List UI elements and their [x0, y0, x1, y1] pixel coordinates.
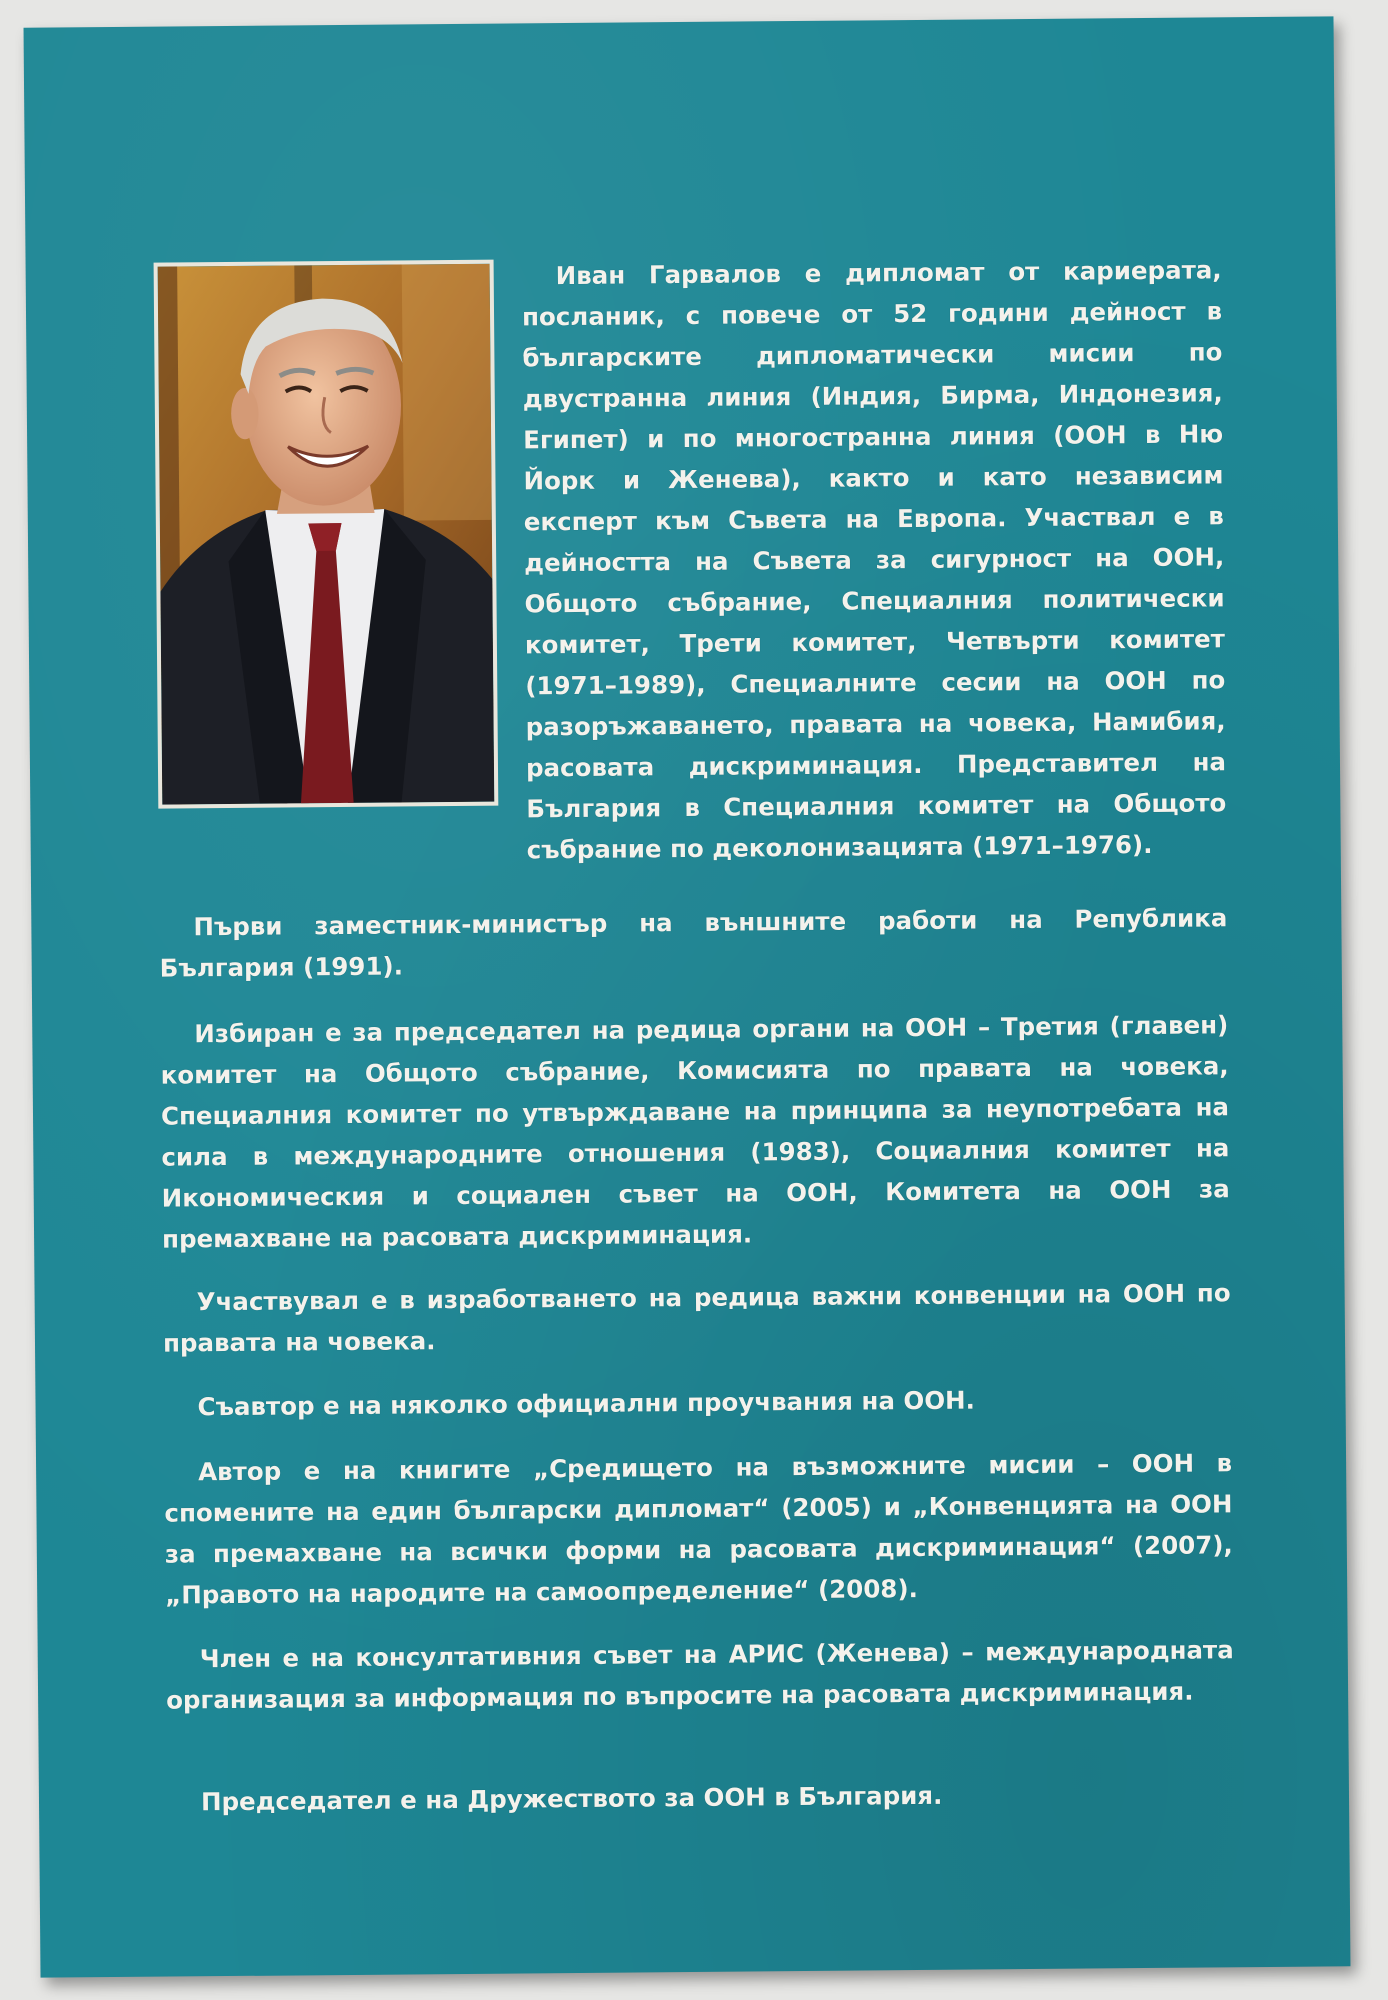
- bio-paragraph-conventions: Участвувал е в изработването на редица важни конвенции на ООН по правата на човека.: [162, 1278, 1231, 1358]
- author-portrait-photo: [154, 260, 499, 809]
- bio-paragraph-coauthor: Съавтор е на няколко официални проучвания на ООН.: [197, 1385, 976, 1422]
- bio-paragraph-career: Иван Гарвалов е дипломат от кариерата, посланик, с повече от 52 години дейност в българските дипломатически мисии по двустранна линия (Индия, Бирма, Индонезия, Египет) и по многостранна линия (ООН в Ню Йорк и Женева), както и като независим експерт към Съвета на Европа. Участвал е в дейността на Съвета за сигурност на ООН, Общото събрание, Специалния политически комитет, Трети комитет, Четвърти комитет (1971–1989), Специалните сесии на ООН по разоръжаването, правата на човека, Намибия, расовата дискриминация. Представител на България в Специалния комитет на Общото събрание по деколонизацията (1971–1976).: [521, 255, 1227, 865]
- bio-paragraph-un-chairman: Избиран е за председател на редица органи на ООН – Третия (главен) комитет на Общото събрание, Комисията по правата на човека, Специалния комитет по утвърждаване на принципа за неупотребата на сила в международните отношения (1983), Социалния комитет на Икономическия и социален съвет на ООН, Комитета на ООН за премахване на расовата дискриминация.: [160, 1010, 1230, 1254]
- bio-paragraph-deputy-minister: Първи заместник-министър на външните работи на Република България (1991).: [159, 903, 1228, 983]
- bio-paragraph-un-society: Председател е на Дружеството за ООН в България.: [200, 1780, 943, 1817]
- bio-paragraph-books: Автор е на книгите „Средището на възможните мисии – ООН в спомените на един български дипломат“ (2005) и „Конвенцията на ООН за премахване на всички форми на расовата дискриминация“ (2007), „Правото на народите на самоопределение“ (2008).: [164, 1448, 1233, 1610]
- portrait-illustration: [158, 264, 495, 805]
- bio-paragraph-aris-member: Член е на консултативния съвет на АРИС (Женева) – международната организация за информация по въпросите на расовата дискриминация.: [165, 1635, 1234, 1715]
- book-back-cover: [24, 16, 1351, 1977]
